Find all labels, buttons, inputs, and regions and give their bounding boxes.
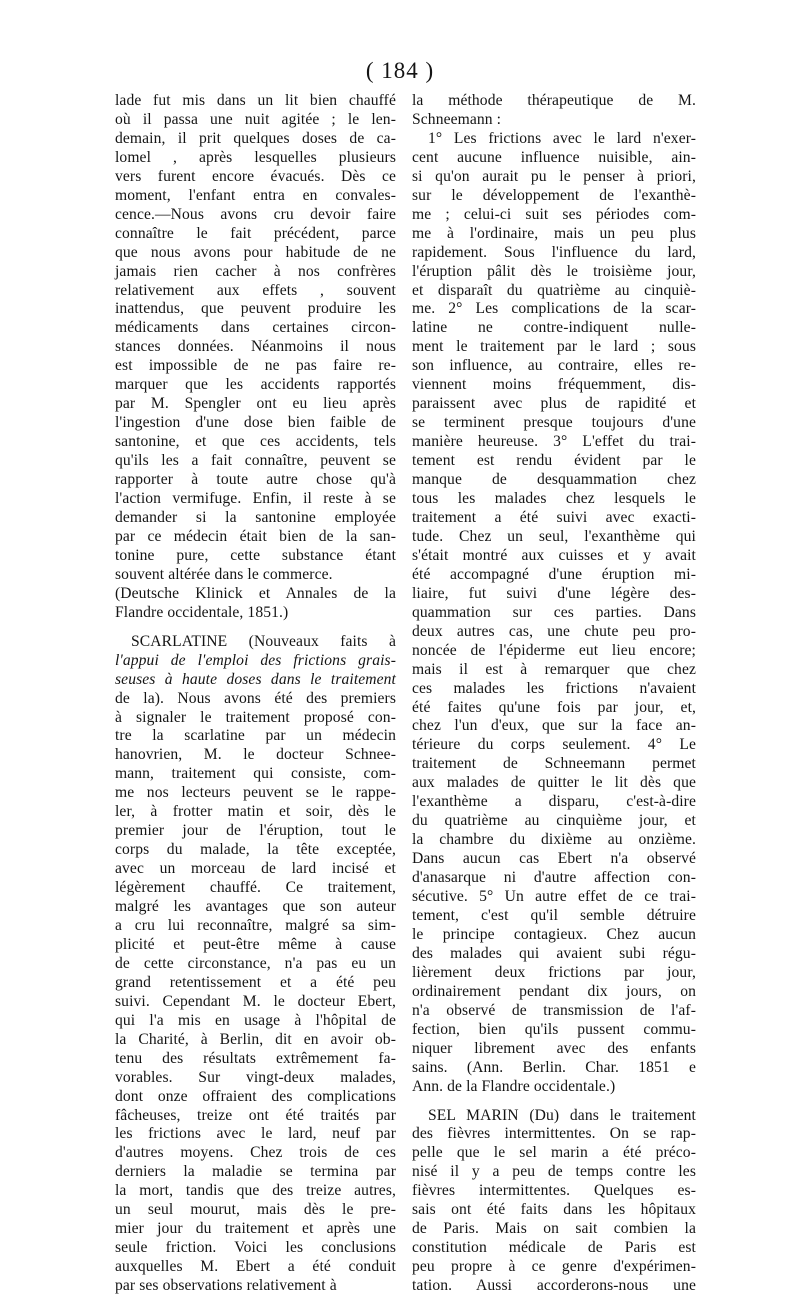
left-column-line: relativement aux effets , souvent [115, 281, 396, 299]
left-column-line: hanovrien, M. le docteur Schnee- [115, 746, 396, 764]
left-column-line: SCARLATINE (Nouveaux faits à [131, 632, 396, 650]
right-column-line: ment le traitement par le lard ; sous [412, 338, 696, 356]
left-column-line: l'appui de l'emploi des frictions grais- [115, 651, 396, 669]
right-column-line: l'éruption pâlit dès le troisième jour, [412, 262, 696, 280]
left-column-line: par ce médecin était bien de la san- [115, 527, 396, 545]
right-column-line: lièrement deux frictions par jour, [412, 963, 696, 981]
left-column-line: de cette circonstance, n'a pas eu un [115, 954, 396, 972]
left-column-line: suivi. Cependant M. le docteur Ebert, [115, 992, 396, 1010]
right-column-line: des malades qui avaient subi régu- [412, 944, 696, 962]
left-column-line: les frictions avec le lard, neuf par [115, 1125, 396, 1143]
right-column-line: paraissent avec plus de rapidité et [412, 395, 696, 413]
left-column-line: à signaler le traitement proposé con- [115, 708, 396, 726]
right-column-line: viennent moins fréquemment, dis- [412, 376, 696, 394]
right-column-line: tement, c'est qu'il semble détruire [412, 906, 696, 924]
left-column-line: tre la scarlatine par un médecin [115, 727, 396, 745]
right-column-line: me. 2° Les complications de la scar- [412, 300, 696, 318]
left-column-line: inattendus, que peuvent produire les [115, 300, 396, 318]
left-column-line: me nos lecteurs peuvent se le rappe- [115, 784, 396, 802]
left-column-line: souvent altérée dans le commerce. [115, 565, 333, 583]
left-column-line: connaître le fait précédent, parce [115, 224, 396, 242]
right-column-line: tement est rendu évident par le [412, 452, 696, 470]
right-column-line: traitement a été suivi avec exacti- [412, 508, 696, 526]
right-column-line: SEL MARIN (Du) dans le traitement [428, 1106, 696, 1124]
left-column-line: où il passa une nuit agitée ; le len- [115, 110, 396, 128]
right-column-line: noncée de l'épiderme eut lieu encore; [412, 641, 696, 659]
right-column-line: la chambre du dixième au onzième. [412, 831, 696, 849]
left-column-line: la Charité, à Berlin, dit en avoir ob- [115, 1030, 396, 1048]
left-column-line: seule friction. Voici les conclusions [115, 1239, 396, 1257]
paragraph-gap [412, 1097, 696, 1107]
right-column-line: le principe contagieux. Chez aucun [412, 925, 696, 943]
left-column-line: auxquelles M. Ebert a été conduit [115, 1258, 396, 1276]
left-column-line: légèrement chauffé. Ce traitement, [115, 879, 396, 897]
left-column-line: qu'ils les a fait connaître, peuvent se [115, 452, 396, 470]
left-column-line: demain, il prit quelques doses de ca- [115, 129, 396, 147]
right-column-line: aux malades de quitter le lit dès que [412, 774, 696, 792]
left-column-line: un seul mourut, mais dès le pre- [115, 1201, 396, 1219]
right-column-line: été faites qu'une fois par jour, et, [412, 698, 696, 716]
right-column-line: latine ne contre-indiquent nulle- [412, 319, 696, 337]
right-column-line: son influence, au contraire, elles re- [412, 357, 696, 375]
right-column-line: tation. Aussi accorderons-nous une [412, 1277, 696, 1295]
left-column-line: avec un morceau de lard incisé et [115, 860, 396, 878]
right-column-line: tous les malades chez lesquels le [412, 490, 696, 508]
left-column-line: l'action vermifuge. Enfin, il reste à se [115, 490, 396, 508]
left-column-line: plicité et peut-être même à cause [115, 935, 396, 953]
right-column-line: deux autres cas, une chute peu pro- [412, 622, 696, 640]
right-column-line: du quatrième au cinquième jour, et [412, 812, 696, 830]
right-column-line: s'était montré aux cuisses et y avait [412, 546, 696, 564]
left-column-line: premier jour de l'éruption, tout le [115, 822, 396, 840]
left-column-line: malgré les avantages que son auteur [115, 898, 396, 916]
left-column-line: par ses observations relativement à [115, 1277, 337, 1295]
left-column-line: tenu des résultats extrêmement fa- [115, 1049, 396, 1067]
right-column-line: pelle que le sel marin a été préco- [412, 1144, 696, 1162]
left-column-line: (Deutsche Klinick et Annales de la [115, 584, 396, 602]
left-column-line: stances données. Néanmoins il nous [115, 338, 396, 356]
left-column-line: mann, traitement qui consiste, com- [115, 765, 396, 783]
right-column-line: de Paris. Mais on sait combien la [412, 1220, 696, 1238]
left-column-line: vorables. Sur vingt-deux malades, [115, 1068, 396, 1086]
right-column-line: Schneemann : [412, 110, 502, 128]
right-column-line: liaire, fut suivi d'une légère des- [412, 584, 696, 602]
left-column-line: Flandre occidentale, 1851.) [115, 603, 289, 621]
left-column-line: dont onze offraient des complications [115, 1087, 396, 1105]
right-column-line: si qu'on aurait pu le penser à priori, [412, 167, 696, 185]
right-column-line: niquer librement avec des enfants [412, 1039, 696, 1057]
right-column-line: traitement de Schneemann permet [412, 755, 696, 773]
right-column-line: sais ont été faits dans les hôpitaux [412, 1201, 696, 1219]
left-column-line: santonine, et que ces accidents, tels [115, 433, 396, 451]
left-column-line: rapporter à toute autre chose qu'à [115, 471, 396, 489]
left-column-line: cence.—Nous avons cru devoir faire [115, 205, 396, 223]
left-column-line: qui l'a mis en usage à l'hôpital de [115, 1011, 396, 1029]
right-column-line: manière heureuse. 3° L'effet du trai- [412, 433, 696, 451]
left-column-line: l'ingestion d'une dose bien faible de [115, 414, 396, 432]
right-column [412, 92, 696, 1296]
left-column-line: la mort, tandis que des treize autres, [115, 1182, 396, 1200]
left-column-line: tonine pure, cette substance étant [115, 546, 396, 564]
left-column-line: seuses à haute doses dans le traitement [115, 670, 396, 688]
right-column-line: constitution médicale de Paris est [412, 1239, 696, 1257]
left-column-line: que nous avons pour habitude de ne [115, 243, 396, 261]
left-column-line: d'autres moyens. Chez trois de ces [115, 1144, 396, 1162]
left-column-line: par M. Spengler ont eu lieu après [115, 395, 396, 413]
right-column-line: la méthode thérapeutique de M. [412, 92, 696, 109]
right-column-line: fièvres intermittentes. Quelques es- [412, 1182, 696, 1200]
right-column-line: sur le développement de l'exanthè- [412, 186, 696, 204]
page-number: ( 184 ) [365, 58, 435, 83]
right-column-line: Dans aucun cas Ebert n'a observé [412, 850, 696, 868]
paragraph-gap [115, 623, 396, 633]
right-column-line: sains. (Ann. Berlin. Char. 1851 e [412, 1058, 696, 1076]
right-column-line: tude. Chez un seul, l'exanthème qui [412, 527, 696, 545]
right-column-line: d'anasarque ni d'autre affection con- [412, 869, 696, 887]
left-column-line: lade fut mis dans un lit bien chauffé [115, 92, 396, 109]
left-column [115, 92, 396, 1296]
left-column-line: a cru lui reconnaître, malgré sa sim- [115, 916, 396, 934]
right-column-line: sécutive. 5° Un autre effet de ce trai- [412, 888, 696, 906]
left-column-line: est impossible de ne pas faire re- [115, 357, 396, 375]
right-column-line: fection, bien qu'ils pussent commu- [412, 1020, 696, 1038]
right-column-line: peu propre à ce genre d'expérimen- [412, 1258, 696, 1276]
left-column-line: vers furent encore évacués. Dès ce [115, 167, 396, 185]
right-column-line: manque de desquammation chez [412, 471, 696, 489]
left-column-line: grand retentissement et a été peu [115, 973, 396, 991]
right-column-line: et disparaît du quatrième au cinquiè- [412, 281, 696, 299]
right-column-line: ces malades les frictions n'avaient [412, 679, 696, 697]
left-column-line: mier jour du traitement et après une [115, 1220, 396, 1238]
right-column-line: se terminent presque toujours d'une [412, 414, 696, 432]
right-column-line: l'exanthème a disparu, c'est-à-dire [412, 793, 696, 811]
right-column-line: cent aucune influence nuisible, ain- [412, 148, 696, 166]
right-column-line: me à l'ordinaire, mais un peu plus [412, 224, 696, 242]
left-column-line: marquer que les accidents rapportés [115, 376, 396, 394]
left-column-line: ler, à frotter matin et soir, dès le [115, 803, 396, 821]
left-column-line: derniers la maladie se termina par [115, 1163, 396, 1181]
right-column-line: me ; celui-ci suit ses périodes com- [412, 205, 696, 223]
left-column-line: corps du malade, la tête exceptée, [115, 841, 396, 859]
left-column-line: moment, l'enfant entra en convales- [115, 186, 396, 204]
right-column-line: Ann. de la Flandre occidentale.) [412, 1077, 616, 1095]
left-column-line: de la). Nous avons été des premiers [115, 689, 396, 707]
right-column-line: des fièvres intermittentes. On se rap- [412, 1125, 696, 1143]
right-column-line: 1° Les frictions avec le lard n'exer- [428, 129, 696, 147]
right-column-line: ordinairement pendant dix jours, on [412, 982, 696, 1000]
right-column-line: chez l'un d'eux, que sur la face an- [412, 717, 696, 735]
left-column-line: jamais rien cacher à nos confrères [115, 262, 396, 280]
right-column-line: nisé il y a peu de temps contre les [412, 1163, 696, 1181]
left-column-line: lomel , après lesquelles plusieurs [115, 148, 396, 166]
left-column-line: demander si la santonine employée [115, 508, 396, 526]
left-column-line: médicaments dans certaines circon- [115, 319, 396, 337]
right-column-line: mais il est à remarquer que chez [412, 660, 696, 678]
right-column-line: rapidement. Sous l'influence du lard, [412, 243, 696, 261]
right-column-line: térieure du corps seulement. 4° Le [412, 736, 696, 754]
left-column-line: fâcheuses, treize ont été traités par [115, 1106, 396, 1124]
right-column-line: n'a observé de transmission de l'af- [412, 1001, 696, 1019]
right-column-line: quammation sur ces parties. Dans [412, 603, 696, 621]
right-column-line: été accompagné d'une éruption mi- [412, 565, 696, 583]
